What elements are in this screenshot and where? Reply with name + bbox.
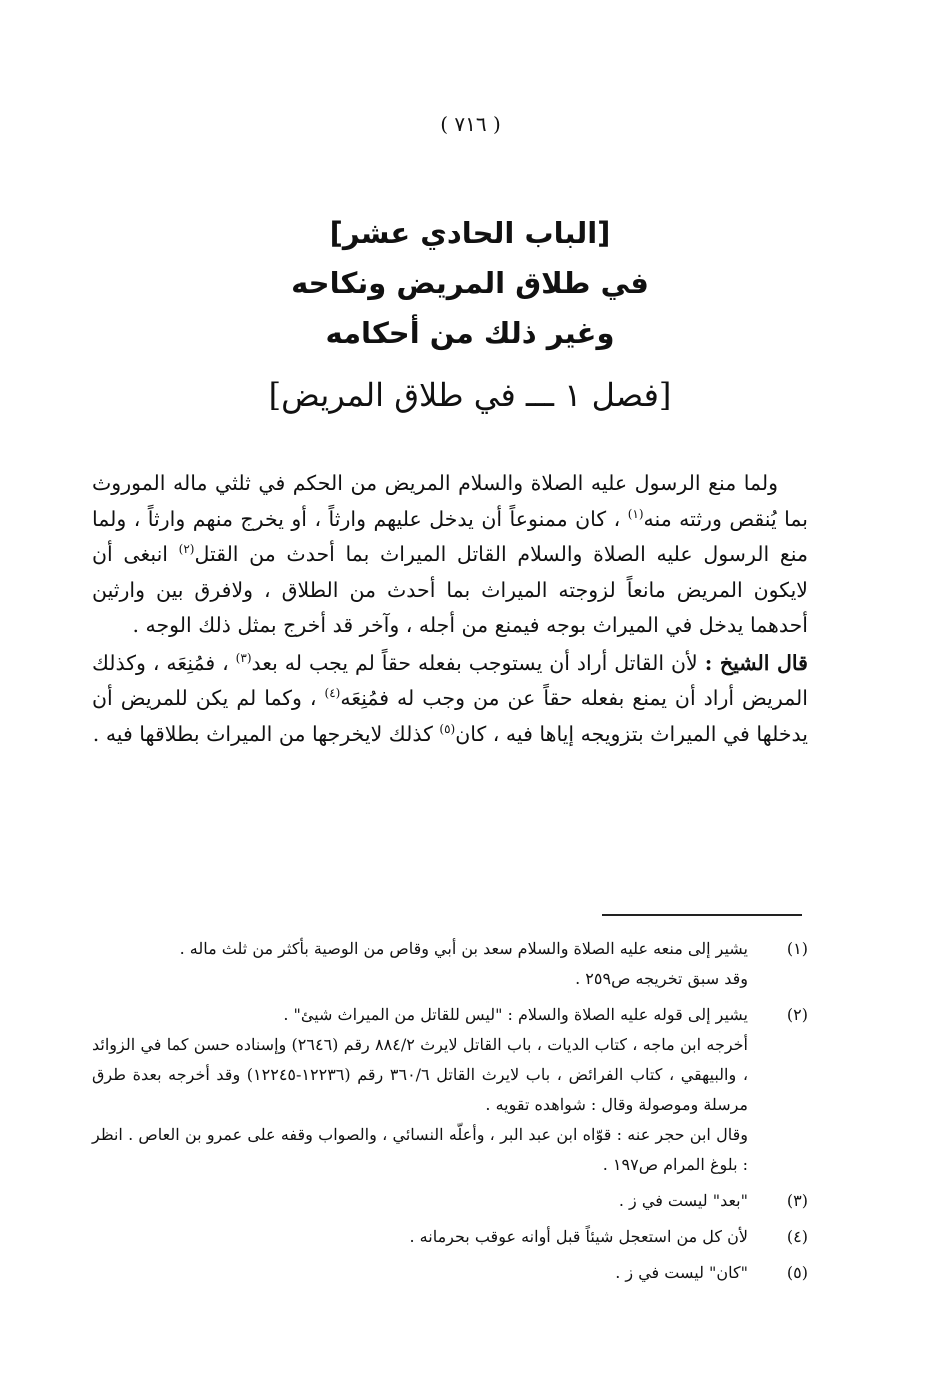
footnote-number: (٤)	[786, 1227, 808, 1246]
footnote	[92, 1222, 808, 1252]
paragraph-text: ولما منع الرسول عليه الصلاة والسلام المريض من الحكم في ثلثي ماله الموروث بما يُنقص ورثته منه	[92, 471, 808, 531]
footnote-text: يشير إلى منعه عليه الصلاة والسلام سعد بن أبي وقاص من الوصية بأكثر من ثلث ماله .	[179, 939, 748, 958]
footnote-text: وقال ابن حجر عنه : قوّاه ابن عبد البر ، وأعلّه النسائي ، والصواب وقفه على عمرو بن العاص . انظر : بلوغ المرام ص١٩٧ .	[92, 1125, 748, 1174]
footnotes	[92, 934, 808, 1294]
footnote-text: وقد سبق تخريجه ص٢٥٩ .	[575, 969, 748, 988]
footnote-text: أخرجه ابن ماجه ، كتاب الديات ، باب القاتل لايرث ٨٨٤/٢ رقم (٢٦٤٦) وإسناده حسن كما في الزوائد ، والبيهقي ، كتاب الفرائض ، باب لايرث القاتل ٣٦٠/٦ رقم (١٢٢٣٦-١٢٢٤٥) وقد أخرجه بعدة طرق مرسلة وموصولة وقال : شواهده تقويه .	[92, 1035, 749, 1114]
footnote-number: (٣)	[786, 1191, 808, 1210]
footnote-text: يشير إلى قوله عليه الصلاة والسلام : "ليس للقاتل من الميراث شيئ" .	[283, 1005, 748, 1024]
paragraph-text: ، فمُنِعَه ، وكذلك المريض أراد أن يمنع بفعله حقاً عن من وجب له فمُنِعَه	[92, 650, 808, 710]
chapter-heading-line: [الباب الحادي عشر]	[329, 216, 611, 250]
footnote-ref: (٣)	[235, 650, 252, 665]
footnote-number: (٢)	[786, 1005, 808, 1024]
footnote-number: (٥)	[786, 1263, 808, 1282]
paragraph-text: ، كان ممنوعاً أن يدخل عليهم وارثاً ، أو يخرج منهم وارثاً ، ولما منع الرسول عليه الصلاة والسلام القاتل الميراث بما أحدث من القتل	[92, 506, 808, 566]
footnote-ref: (١)	[627, 506, 644, 521]
paragraph	[92, 466, 808, 644]
section-heading: [فصل ١ ـــ في طلاق المريض]	[268, 376, 672, 414]
footnote-divider	[602, 914, 802, 916]
chapter-heading-line: في طلاق المريض ونكاحه	[291, 266, 649, 300]
footnote-ref: (٢)	[178, 542, 195, 557]
footnote	[92, 1258, 808, 1288]
paragraph-text: لأن القاتل أراد أن يستوجب بفعله حقاً لم يجب له بعد	[251, 650, 698, 675]
speaker-label: قال الشيخ :	[704, 650, 808, 675]
paragraph	[92, 646, 808, 753]
paragraph-text: كذلك لايخرجها من الميراث بطلاقها فيه .	[92, 721, 433, 746]
footnote-number: (١)	[786, 939, 808, 958]
footnote-ref: (٥)	[439, 721, 456, 736]
footnote-text: "بعد" ليست في ز .	[618, 1191, 748, 1210]
footnote	[92, 934, 808, 994]
footnote-ref: (٤)	[324, 686, 341, 701]
chapter-heading-line: وغير ذلك من أحكامه	[325, 316, 615, 350]
footnote-text: لأن كل من استعجل شيئاً قبل أوانه عوقب بحرمانه .	[409, 1227, 748, 1246]
paragraph-text: ، وكما لم يكن للمريض أن يدخلها في الميراث بتزويجه إياها فيه ، كان	[92, 686, 808, 746]
page-number: ( ٧١٦ )	[440, 112, 501, 136]
footnote	[92, 1000, 808, 1180]
footnote-text: "كان" ليست في ز .	[615, 1263, 748, 1282]
main-text	[92, 466, 808, 752]
footnote	[92, 1186, 808, 1216]
chapter-heading	[140, 208, 800, 358]
paragraph-text: انبغى أن لايكون المريض مانعاً لزوجته الميراث بما أحدث من الطلاق ، ولافرق بين وارثين أحدهما يدخل في الميراث بوجه فيمنع من أجله ، وآخر قد أخرج بمثل ذلك الوجه .	[92, 542, 808, 637]
